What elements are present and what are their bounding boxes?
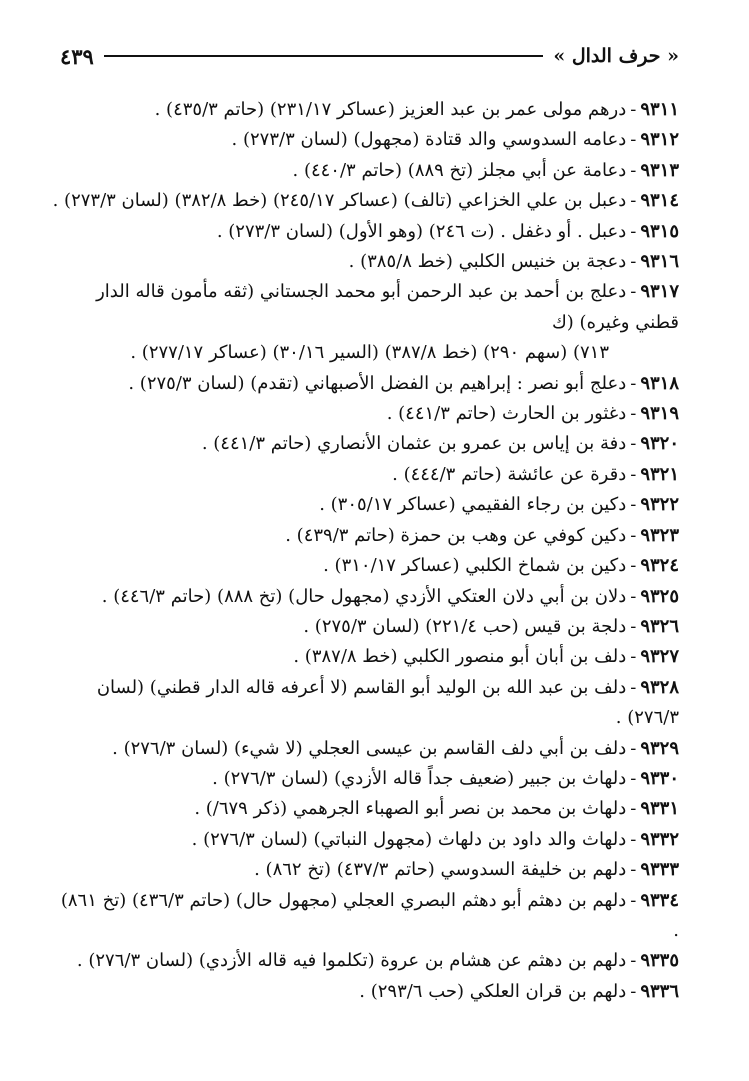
entry-separator: - xyxy=(630,676,637,698)
entry-text: دعلج بن أحمد بن عبد الرحمن أبو محمد الجستاني (ثقه مأمون قاله الدار قطني وغيره) (ك xyxy=(96,281,679,333)
entry-row xyxy=(52,277,679,338)
entry-text: دقرة عن عائشة (حاتم ٤٤٤/٣) . xyxy=(392,463,627,485)
entry-number: ٩٣٢٦ xyxy=(640,615,679,637)
entry-text: دلف بن أبان أبو منصور الكلبي (خط ٣٨٧/٨) . xyxy=(293,646,627,668)
entry-text: دعامه السدوسي والد قتادة (مجهول) (لسان ٢٧٣/٣) . xyxy=(231,129,627,151)
entry-text: دلهاث بن محمد بن نصر أبو الصهباء الجرهمي (ذكر ٦٧٩/) . xyxy=(194,798,627,820)
entry-text: دلهاث والد داود بن دلهاث (مجهول النباتي) (لسان ٢٧٦/٣) . xyxy=(191,828,627,850)
entry-separator: - xyxy=(630,828,637,850)
entry-row xyxy=(52,490,679,520)
entry-text: دكين بن رجاء الفقيمي (عساكر ٣٠٥/١٧) . xyxy=(319,494,627,516)
entry-row xyxy=(52,855,679,885)
page-number: ٤٣٩ xyxy=(60,43,94,69)
entry-row xyxy=(52,399,679,429)
entry-number: ٩٣٢٥ xyxy=(640,585,679,607)
entry-number: ٩٣٣٠ xyxy=(640,767,679,789)
entry-row xyxy=(52,247,679,277)
entry-number: ٩٣٢٢ xyxy=(640,494,679,516)
entry-number: ٩٣٣٦ xyxy=(640,980,679,1002)
entry-text: دعبل بن علي الخزاعي (تالف) (عساكر ٢٤٥/١٧) (خط ٣٨٢/٨) (لسان ٢٧٣/٣) . xyxy=(52,190,627,212)
entry-row xyxy=(52,582,679,612)
entry-row xyxy=(52,946,679,976)
entry-number: ٩٣٣٢ xyxy=(640,828,679,850)
entry-text: دغثور بن الحارث (حاتم ٤٤١/٣) . xyxy=(386,403,627,425)
entry-row xyxy=(52,886,679,947)
header-rule xyxy=(104,55,544,57)
entry-separator: - xyxy=(630,251,637,273)
entry-row xyxy=(52,825,679,855)
entry-number: ٩٣١١ xyxy=(640,99,679,120)
entry-row xyxy=(52,125,679,155)
entry-separator: - xyxy=(630,159,637,181)
entry-separator: - xyxy=(630,403,637,425)
entry-number: ٩٣١٤ xyxy=(640,190,679,212)
entry-separator: - xyxy=(630,889,637,911)
entry-separator: - xyxy=(630,859,637,881)
entry-number: ٩٣٢٤ xyxy=(640,555,679,577)
entry-text: دلهاث بن جبير (ضعيف جداً قاله الأزدي) (لسان ٢٧٦/٣) . xyxy=(212,767,627,789)
entry-number: ٩٣٣١ xyxy=(640,798,679,820)
entry-number: ٩٣١٧ xyxy=(640,281,679,303)
entry-number: ٩٣٢٠ xyxy=(640,433,679,455)
entry-row xyxy=(52,369,679,399)
entry-row xyxy=(52,612,679,642)
entry-number: ٩٣٢٨ xyxy=(640,676,679,698)
entry-number: ٩٣٣٣ xyxy=(640,859,679,881)
entry-separator: - xyxy=(630,129,637,151)
entry-text: دعامة عن أبي مجلز (تخ ٨٨٩) (حاتم ٤٤٠/٣) . xyxy=(292,159,627,181)
running-title: « حرف الدال » xyxy=(553,45,679,67)
entry-separator: - xyxy=(630,767,637,789)
entry-separator: - xyxy=(630,433,637,455)
entry-text: دلف بن أبي دلف القاسم بن عيسى العجلي (لا شيء) (لسان ٢٧٦/٣) . xyxy=(112,737,627,759)
entry-text: دكين كوفي عن وهب بن حمزة (حاتم ٤٣٩/٣) . xyxy=(285,524,627,546)
entry-text: دكين بن شماخ الكلبي (عساكر ٣١٠/١٧) . xyxy=(323,555,627,577)
entry-list xyxy=(52,95,679,1007)
entry-text: دلان بن أبي دلان العتكي الأزدي (مجهول حال) (تخ ٨٨٨) (حاتم ٤٤٦/٣) . xyxy=(101,585,627,607)
entry-row xyxy=(52,642,679,672)
entry-row xyxy=(52,794,679,824)
entry-row xyxy=(52,429,679,459)
entry-separator: - xyxy=(630,615,637,637)
entry-number: ٩٣١٣ xyxy=(640,159,679,181)
entry-number: ٩٣١٨ xyxy=(640,372,679,394)
entry-separator: - xyxy=(630,555,637,577)
entry-continuation: ٧١٣) (سهم ٢٩٠) (خط ٣٨٧/٨) (السير ٣٠/١٦) (عساكر ٢٧٧/١٧) . xyxy=(130,342,609,364)
entry-number: ٩٣١٩ xyxy=(640,403,679,425)
entry-separator: - xyxy=(630,190,637,212)
entry-row xyxy=(52,551,679,581)
entry-row xyxy=(52,673,679,734)
entry-separator: - xyxy=(630,494,637,516)
entry-number: ٩٣٣٥ xyxy=(640,950,679,972)
entry-separator: - xyxy=(630,980,637,1002)
entry-separator: - xyxy=(630,220,637,242)
entry-number: ٩٣٣٤ xyxy=(640,889,679,911)
page-header xyxy=(60,40,679,72)
entry-row xyxy=(52,460,679,490)
entry-number: ٩٣٢٣ xyxy=(640,524,679,546)
entry-separator: - xyxy=(630,646,637,668)
entry-number: ٩٣٢٩ xyxy=(640,737,679,759)
entry-separator: - xyxy=(630,463,637,485)
entry-row xyxy=(52,977,679,1007)
entry-text: دلهم بن قران العلكي (حب ٢٩٣/٦) . xyxy=(359,980,627,1002)
entry-row xyxy=(52,186,679,216)
entry-row xyxy=(52,734,679,764)
entry-row xyxy=(52,521,679,551)
entry-number: ٩٣١٥ xyxy=(640,220,679,242)
entry-text: دلهم بن دهثم أبو دهثم البصري العجلي (مجهول حال) (حاتم ٤٣٦/٣) (تخ ٨٦١) . xyxy=(60,889,679,941)
entry-row xyxy=(52,764,679,794)
entry-separator: - xyxy=(630,372,637,394)
entry-separator: - xyxy=(630,281,637,303)
entry-row xyxy=(52,156,679,186)
entry-separator: - xyxy=(630,524,637,546)
entry-number: ٩٣٢٧ xyxy=(640,646,679,668)
entry-separator: - xyxy=(630,99,637,120)
entry-separator: - xyxy=(630,950,637,972)
entry-separator: - xyxy=(630,737,637,759)
entry-row xyxy=(52,217,679,247)
entry-text: دلف بن عبد الله بن الوليد أبو القاسم (لا أعرفه قاله الدار قطني) (لسان ٢٧٦/٣) . xyxy=(96,676,679,729)
entry-text: دعبل . أو دغفل . (ت ٢٤٦) (وهو الأول) (لسان ٢٧٣/٣) . xyxy=(216,220,627,242)
entry-text: درهم مولى عمر بن عبد العزيز (عساكر ٢٣١/١٧) (حاتم ٤٣٥/٣) . xyxy=(154,99,627,120)
entry-separator: - xyxy=(630,798,637,820)
entry-text: دعجة بن خنيس الكلبي (خط ٣٨٥/٨) . xyxy=(348,251,627,273)
entry-text: دلهم بن دهثم عن هشام بن عروة (تكلموا فيه قاله الأزدي) (لسان ٢٧٦/٣) . xyxy=(76,950,627,972)
entry-number: ٩٣١٢ xyxy=(640,129,679,151)
entry-number: ٩٣٢١ xyxy=(640,463,679,485)
entry-row xyxy=(52,95,679,125)
entry-text: دلجة بن قيس (حب ٢٢١/٤) (لسان ٢٧٥/٣) . xyxy=(303,615,627,637)
entry-number: ٩٣١٦ xyxy=(640,251,679,273)
entry-text: دعلج أبو نصر : إبراهيم بن الفضل الأصبهاني (تقدم) (لسان ٢٧٥/٣) . xyxy=(128,372,627,394)
entry-text: دفة بن إياس بن عمرو بن عثمان الأنصاري (حاتم ٤٤١/٣) . xyxy=(201,433,627,455)
entry-text: دلهم بن خليفة السدوسي (حاتم ٤٣٧/٣) (تخ ٨٦٢) . xyxy=(254,859,627,881)
entry-separator: - xyxy=(630,585,637,607)
